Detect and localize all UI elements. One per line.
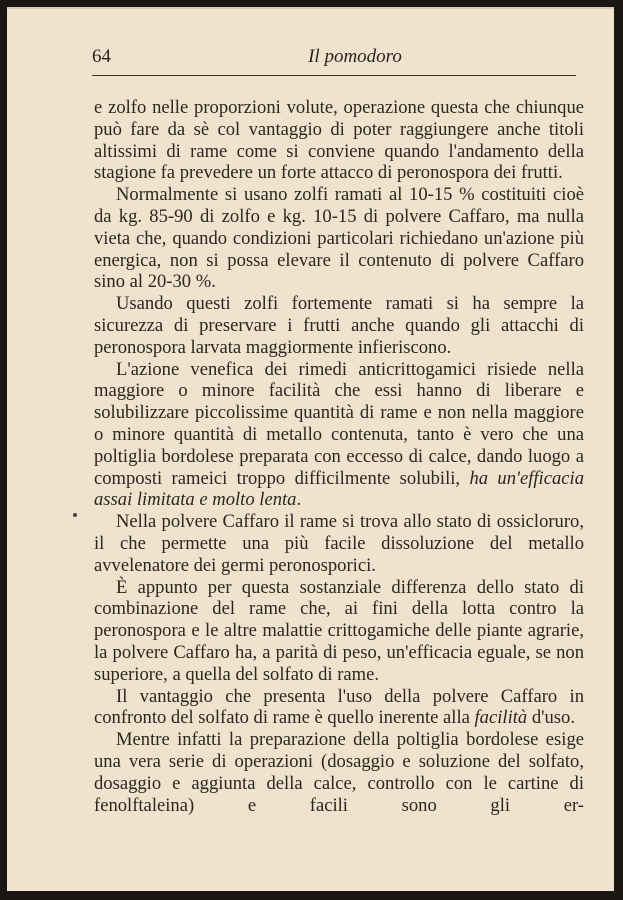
paragraph-6: È appunto per questa sostanziale differenza dello stato di combinazione del rame che, ai fini della lotta contro la peronospora e le altre malattie crittogamiche delle piante agrarie, la polvere Caffaro ha, a parità di peso, un'efficacia eguale, se non superiore, a quella del solfato di rame.: [94, 576, 584, 685]
paragraph-5: Nella polvere Caffaro il rame si trova allo stato di ossicloruro, il che permette una più facile dissoluzione del metallo avvelenatore dei germi peronosporici.: [94, 511, 584, 576]
paragraph-4: [94, 359, 584, 512]
paragraph-4-end: .: [296, 489, 302, 511]
header-rule: [92, 75, 576, 76]
body-text: [94, 97, 584, 816]
paragraph-4-text: L'azione venefica dei rimedi anticrittogamici risiede nella maggiore o minore facilità che essi hanno di liberare e solubilizzare piccolissime quantità di rame e non nella maggiore o minore quantità di metallo contenuta, tanto è vero che una poltiglia bordolese preparata con eccesso di calce, dando luogo a composti rameici troppo difficilmente solubili,: [94, 358, 584, 489]
paragraph-7-end: d'uso.: [527, 707, 575, 729]
page-header: [92, 44, 578, 72]
running-title: Il pomodoro: [308, 46, 402, 67]
paragraph-7: [94, 686, 584, 730]
paragraph-2: Normalmente si usano zolfi ramati al 10-15 % costituiti cioè da kg. 85-90 di zolfo e kg. 10-15 di polvere Caffaro, ma nulla vieta che, quando condizioni particolari richiedano un'azione più energica, non si possa elevare il contenuto di polvere Caffaro sino al 20-30 %.: [94, 184, 584, 293]
paragraph-7-text: Il vantaggio che presenta l'uso della polvere Caffaro in confronto del solfato di rame è quello inerente alla: [94, 685, 584, 729]
paragraph-8: Mentre infatti la preparazione della poltiglia bordolese esige una vera serie di operazioni (dosaggio e soluzione del solfato, dosaggio e aggiunta della calce, controllo con le cartine di fenolftaleina) e facili sono gli er-: [94, 729, 584, 816]
paragraph-4-italic: ha un'efficacia assai limitata e molto lenta: [94, 467, 584, 511]
margin-mark: [73, 513, 77, 517]
page-number: 64: [92, 46, 111, 67]
paragraph-3: Usando questi zolfi fortemente ramati si ha sempre la sicurezza di preservare i frutti anche quando gli attacchi di peronospora larvata maggiormente infieriscono.: [94, 293, 584, 358]
paragraph-7-italic: facilità: [474, 707, 528, 729]
paragraph-1: e zolfo nelle proporzioni volute, operazione questa che chiunque può fare da sè col vantaggio di poter raggiungere anche titoli altissimi di rame come si conviene quando l'andamento della stagione fa prevedere un forte attacco di peronospora dei frutti.: [94, 97, 584, 184]
